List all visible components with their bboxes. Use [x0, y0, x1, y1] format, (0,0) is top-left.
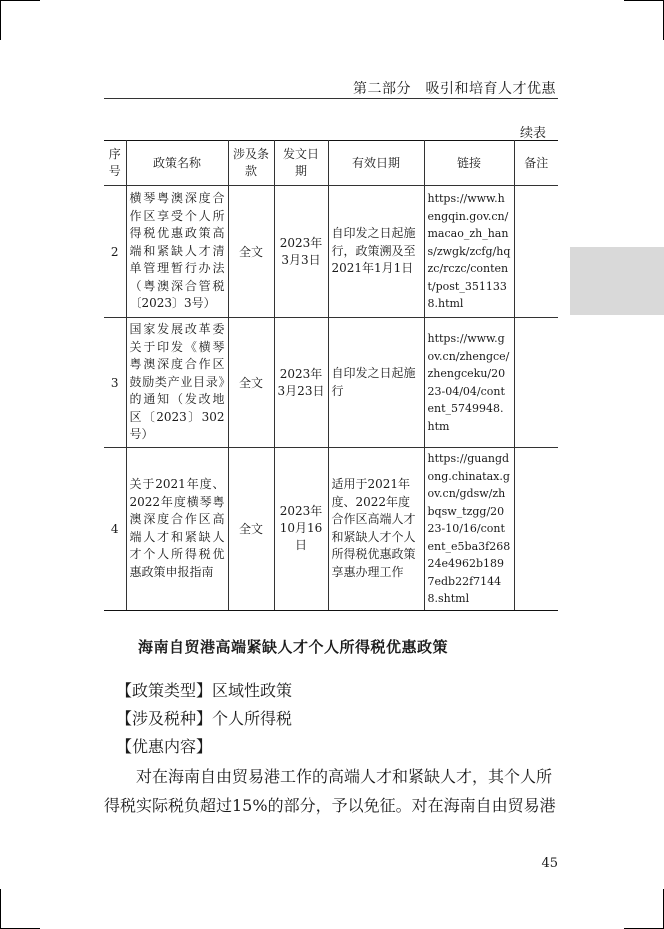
cell-issue-date: 2023年3月3日 — [274, 186, 328, 318]
cell-valid-date: 自印发之日起施行 — [328, 318, 424, 448]
tax-type: 【涉及税种】个人所得税 — [116, 709, 293, 728]
cell-note — [514, 448, 558, 611]
section-title: 海南自贸港高端紧缺人才个人所得税优惠政策 — [138, 638, 449, 656]
side-thumb-tab — [570, 247, 664, 315]
cell-scope: 全文 — [228, 186, 274, 318]
col-header-note: 备注 — [514, 141, 558, 186]
cell-link[interactable]: https://www.gov.cn/zhengce/zhengceku/2023-04/04/content_5749948.htm — [424, 318, 514, 448]
table-row — [104, 448, 558, 611]
col-header-link: 链接 — [424, 141, 514, 186]
cell-note — [514, 186, 558, 318]
cell-valid-date: 适用于2021年度、2022年度合作区高端人才和紧缺人才个人所得税优惠政策享惠办理工作 — [328, 448, 424, 611]
cell-scope: 全文 — [228, 448, 274, 611]
cell-no: 3 — [104, 318, 126, 448]
table-header-row — [104, 141, 558, 186]
col-header-valid-date: 有效日期 — [328, 141, 424, 186]
table-row — [104, 318, 558, 448]
cell-name: 国家发展改革委关于印发《横琴粤澳深度合作区鼓励类产业目录》的通知（发改地区〔2023〕302号） — [126, 318, 228, 448]
running-header: 第二部分 吸引和培育人才优惠 — [353, 81, 556, 97]
policy-type: 【政策类型】区域性政策 — [116, 681, 293, 700]
cell-issue-date: 2023年10月16日 — [274, 448, 328, 611]
crop-mark-top-left-h — [0, 0, 40, 1]
cell-issue-date: 2023年3月23日 — [274, 318, 328, 448]
cell-link[interactable]: https://www.hengqin.gov.cn/macao_zh_hans/zwgk/zcfg/hqzc/rczc/content/post_3511338.html — [424, 186, 514, 318]
col-header-scope: 涉及条款 — [228, 141, 274, 186]
cell-link[interactable]: https://guangdong.chinatax.gov.cn/gdsw/zhbqsw_tzgg/2023-10/16/content_e5ba3f26824e4962b1897edb22f71448.shtml — [424, 448, 514, 611]
cell-valid-date: 自印发之日起施行，政策溯及至2021年1月1日 — [328, 186, 424, 318]
page-number: 45 — [541, 856, 558, 871]
cell-scope: 全文 — [228, 318, 274, 448]
cell-name: 关于2021年度、2022年度横琴粤澳深度合作区高端人才和紧缺人才个人所得税优惠政策申报指南 — [126, 448, 228, 611]
cell-note — [514, 318, 558, 448]
cell-name: 横琴粤澳深度合作区享受个人所得税优惠政策高端和紧缺人才清单管理暂行办法（粤澳深合管税〔2023〕3号） — [126, 186, 228, 318]
content-label: 【优惠内容】 — [116, 737, 213, 756]
col-header-name: 政策名称 — [126, 141, 228, 186]
col-header-issue-date: 发文日期 — [274, 141, 328, 186]
crop-mark-top-right-h — [624, 0, 664, 1]
policy-table — [104, 140, 558, 611]
body-paragraph-line: 对在海南自由贸易港工作的高端人才和紧缺人才，其个人所 — [104, 767, 553, 786]
table-continued-label: 续表 — [520, 126, 547, 141]
cell-no: 4 — [104, 448, 126, 611]
cell-no: 2 — [104, 186, 126, 318]
crop-mark-top-left-v — [0, 0, 1, 40]
col-header-no: 序号 — [104, 141, 126, 186]
table-row — [104, 186, 558, 318]
body-paragraph-line: 得税实际税负超过15%的部分，予以免征。对在海南自由贸易港 — [104, 796, 556, 815]
header-rule — [104, 98, 558, 99]
crop-mark-bottom-left-v — [0, 889, 1, 929]
